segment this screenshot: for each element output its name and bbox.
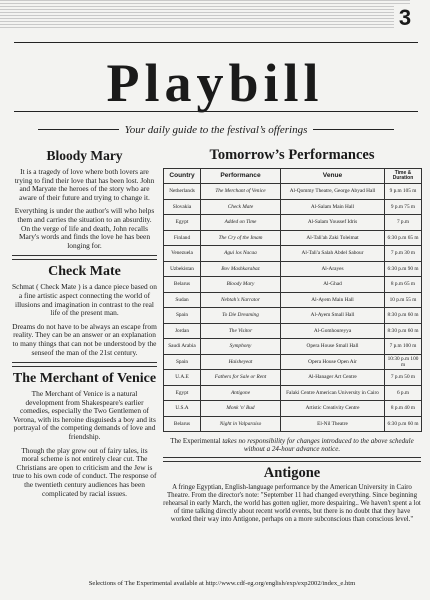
cell-performance: The Visitor — [201, 323, 281, 339]
section-title: Antigone — [263, 465, 321, 481]
header-time-duration: Time & Duration — [385, 169, 422, 184]
cell-time: 8 p.m 40 m — [385, 401, 422, 417]
cell-performance: Agui los Nacaa — [201, 246, 281, 262]
left-column — [12, 142, 157, 503]
cell-performance: Symphony — [201, 339, 281, 355]
section-title: Bloody Mary — [46, 148, 123, 163]
paragraph: Dreams do not have to be always an escape from reality. They can be an answer or an explanation to many things that can not be understood by the senseof the man of the 21st century. — [12, 321, 157, 357]
header-venue: Venue — [281, 169, 385, 184]
table-row — [164, 401, 422, 417]
table-row — [164, 308, 422, 324]
cell-venue: Opera House Small Hall — [281, 339, 385, 355]
section-divider — [12, 362, 157, 367]
cell-venue: Al-Arayes — [281, 261, 385, 277]
cell-time: 6:30 p.m 90 m — [385, 261, 422, 277]
section-title: The Merchant of Venice — [12, 371, 157, 387]
cell-performance: Added on Time — [201, 215, 281, 231]
cell-performance: Monk 'n' Bud — [201, 401, 281, 417]
cell-time: 7 p.m 30 m — [385, 246, 422, 262]
cell-venue: Al-Salam Youssef Idris — [281, 215, 385, 231]
section-title: Check Mate — [48, 264, 121, 280]
cell-venue: Al-Ayem Small Hall — [281, 308, 385, 324]
footer-note: Selections of The Experimental available at http://www.cdf-eg.org/english/exp/exp2002/index_e.htm — [88, 580, 356, 587]
cell-performance: Bloody Mary — [201, 277, 281, 293]
cell-venue: Al-Qommy Theatre, George Abyad Hall — [281, 184, 385, 200]
cell-venue: Al-Tali'a Salah Abdel Sabour — [281, 246, 385, 262]
cell-country: Jordan — [164, 323, 201, 339]
tagline: Your daily guide to the festival’s offerings — [119, 124, 314, 136]
paragraph: Schmat ( Check Mate ) is a dance piece based on a fine artistic aspect connecting the world of illusions and imagination in contrast to the real life of the present man. — [12, 282, 157, 318]
table-row — [164, 261, 422, 277]
cell-time: 10 p.m 55 m — [385, 292, 422, 308]
masthead-title: Playbill — [106, 53, 324, 113]
table-row — [164, 416, 422, 432]
tagline-row — [14, 120, 418, 140]
cell-time: 7 p.m 100 m — [385, 339, 422, 355]
paragraph: The Merchant of Venice is a natural development from Shakespeare's earlier comedies, especially the Two Gentlemen of Verona, with its heroine disguiseds a boy and its portrayal of the competing demands of love and friendship. — [13, 389, 156, 442]
performances-table-body — [164, 184, 422, 432]
masthead-bottom-rule — [14, 111, 418, 112]
cell-country: Sudan — [164, 292, 201, 308]
section-divider — [163, 457, 421, 462]
cell-country: Spain — [164, 308, 201, 324]
table-row — [164, 323, 422, 339]
paragraph: It is a tragedy of love where both lovers are trying to find their love that has been lost. John and Maryate the heroes of the story who are aware of their future and trying to change it. — [14, 167, 155, 202]
cell-time: 6 p.m — [385, 385, 422, 401]
cell-time: 7 p.m 50 m — [385, 370, 422, 386]
cell-country: U.A.E — [164, 370, 201, 386]
cell-time: 8:30 p.m 60 m — [385, 323, 422, 339]
cell-country: Saudi Arabia — [164, 339, 201, 355]
paragraph: Everything is under the author's will who helps them and carries the situation to an absurdity. On the verge of life and death, John recalls Mary's words and finds the love he has been longing for. — [14, 206, 155, 250]
cell-venue: El-Nil Theatre — [281, 416, 385, 432]
table-row — [164, 230, 422, 246]
cell-country: Finland — [164, 230, 201, 246]
cell-performance: To Die Dreaming — [201, 308, 281, 324]
cell-performance: The Merchant of Venice — [201, 184, 281, 200]
cell-venue: Al-Ghad — [281, 277, 385, 293]
article-bloody-mary — [12, 148, 157, 250]
cell-time: 9 p.m 75 m — [385, 199, 422, 215]
paragraph: Though the play grew out of fairy tales, its moral scheme is not entirely clear cut. The Christians are open to criticism and the Jew is true to his own code of conduct. The response of the twentieth century audiences has been complicated by racial issues. — [12, 445, 157, 498]
cell-performance: Antigone — [201, 385, 281, 401]
cell-country: Spain — [164, 354, 201, 370]
cell-performance: Check Mate — [201, 199, 281, 215]
table-row — [164, 370, 422, 386]
cell-time: 6:30 p.m 65 m — [385, 230, 422, 246]
cell-performance: Bov Mashkarabaz — [201, 261, 281, 277]
cell-venue: Opera House Open Air — [281, 354, 385, 370]
antigone-text: A fringe Egyptian, English-language performance by the American University in Cairo Theatre. From the director's note: "September 11 had changed everything. Since beginning rehearsal in early March, the world has gotten uglier, more despairing.. We haven't spent a lot of time talking directly about recent world events, but there is no doubt that they have worked their way into Antigone, perhaps on a more subconscious than conscious level." — [163, 484, 421, 523]
schedule-disclaimer — [163, 437, 421, 453]
cell-performance: The Cry of the Imam — [201, 230, 281, 246]
cell-venue: Falaki Centre American University in Cairo — [281, 385, 385, 401]
table-row — [164, 277, 422, 293]
cell-country: U.S.A — [164, 401, 201, 417]
cell-time: 10:30 p.m 100 m — [385, 354, 422, 370]
cell-time: 7 p.m — [385, 215, 422, 231]
cell-time: 6:30 p.m 60 m — [385, 416, 422, 432]
table-row — [164, 292, 422, 308]
cell-performance: Nebtah's Narrator — [201, 292, 281, 308]
cell-venue: Artistic Creativity Centre — [281, 401, 385, 417]
table-header-row — [164, 169, 422, 184]
cell-country: Netherlands — [164, 184, 201, 200]
cell-performance: Night in Valparaiso — [201, 416, 281, 432]
cell-performance: Fathers for Sale or Rent — [201, 370, 281, 386]
article-antigone — [163, 465, 421, 524]
article-merchant-of-venice — [12, 371, 157, 498]
table-row — [164, 199, 422, 215]
article-check-mate — [12, 264, 157, 357]
disclaimer-lead: The Experimental — [170, 437, 221, 445]
cell-country: Egypt — [164, 385, 201, 401]
table-row — [164, 354, 422, 370]
performances-title: Tomorrow’s Performances — [209, 147, 375, 163]
table-row — [164, 339, 422, 355]
right-column — [163, 142, 421, 524]
cell-country: Belarus — [164, 277, 201, 293]
disclaimer-text: takes no responsibility for changes introduced to the above schedule without a 24-hour advance notice. — [222, 437, 414, 453]
table-row — [164, 184, 422, 200]
table-row — [164, 385, 422, 401]
masthead-top-rule — [14, 42, 418, 43]
section-divider — [12, 255, 157, 260]
header-performance: Performance — [201, 169, 281, 184]
table-row — [164, 215, 422, 231]
cell-venue: Al-Tali'ah Zaki Toleimat — [281, 230, 385, 246]
cell-country: Uzbekistan — [164, 261, 201, 277]
cell-time: 8:30 p.m 60 m — [385, 308, 422, 324]
cell-time: 8 p.m 65 m — [385, 277, 422, 293]
header-stripes — [0, 0, 410, 28]
cell-venue: Al-Salam Main Hall — [281, 199, 385, 215]
cell-venue: Al-Ayem Main Hall — [281, 292, 385, 308]
cell-country: Venezuela — [164, 246, 201, 262]
performances-table — [163, 168, 422, 432]
cell-country: Belarus — [164, 416, 201, 432]
table-row — [164, 246, 422, 262]
page-number: 3 — [394, 6, 416, 30]
header-country: Country — [164, 169, 201, 184]
cell-country: Slovakia — [164, 199, 201, 215]
cell-time: 9 p.m 105 m — [385, 184, 422, 200]
cell-venue: Al-Gomhoureyya — [281, 323, 385, 339]
cell-performance: Haisheyeat — [201, 354, 281, 370]
cell-country: Egypt — [164, 215, 201, 231]
cell-venue: Al-Hanager Art Centre — [281, 370, 385, 386]
